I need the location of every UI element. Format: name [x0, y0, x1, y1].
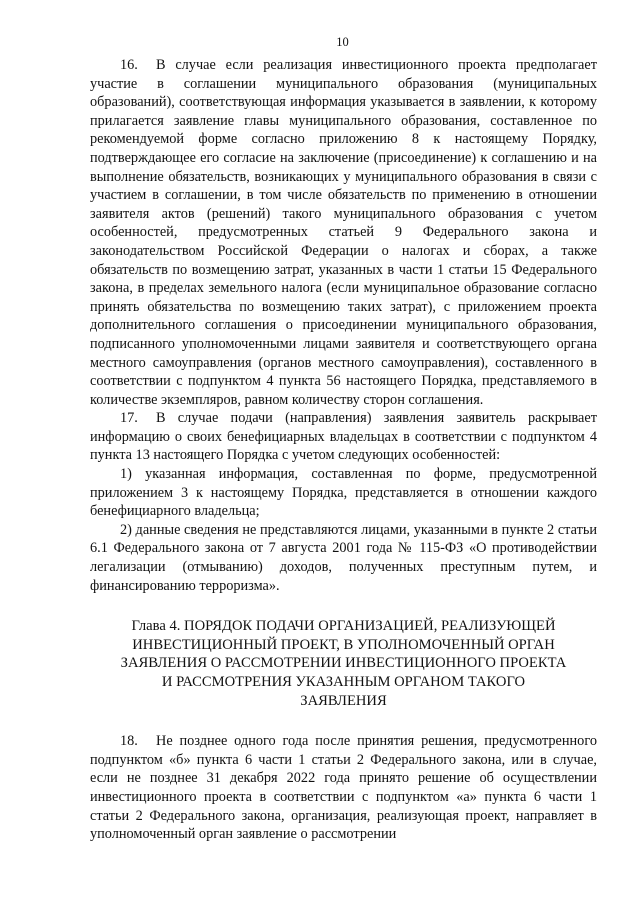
paragraph-16-text: В случае если реализация инвестиционного проекта предполагает участие в соглашении муниципального образования (муниципальных образований), соответствующая информация указывается в заявлении, к которому прилагается заявление главы муниципального образования, составленное по рекомендуемой форме согласно приложению 8 к настоящему Порядку, подтверждающее его согласие на заключение (присоединение) к соглашению и на выполнение обязательств, возникающих у муниципального образования в связи с участием в соглашении, в том числе обязательств по применению в отношении заявителя актов (решений) такого муниципального образования с учетом особенностей, предусмотренных статьей 9 Федерального закона и законодательством Российской Федерации о налогах и сборах, а также обязательств по возмещению затрат, указанных в части 1 статьи 15 Федерального закона, в пределах земельного налога (если муниципальное образование согласно принять обязательства по возмещению таких затрат), с приложением проекта дополнительного соглашения о присоединении муниципального образования, подписанного уполномоченными лицами заявителя и соответствующего органа местного самоуправления (органов местного самоуправления), составленного в соответствии с подпунктом 4 пункта 56 настоящего Порядка, представляемого в количестве экземпляров, равном количеству сторон соглашения.: [90, 57, 597, 408]
chapter-4-heading: [90, 617, 597, 710]
paragraph-18: [90, 732, 597, 844]
paragraph-17-item-1: 1) указанная информация, составленная по форме, предусмотренной приложением 3 к настоящему Порядка, представляется в отношении каждого бенефициарного владельца;: [90, 466, 597, 520]
paragraph-16: [90, 56, 597, 409]
document-page: [90, 34, 597, 844]
chapter-heading-line-2: ИНВЕСТИЦИОННЫЙ ПРОЕКТ, В УПОЛНОМОЧЕННЫЙ ОРГАН: [132, 636, 555, 653]
chapter-heading-line-4: И РАССМОТРЕНИЯ УКАЗАННЫМ ОРГАНОМ ТАКОГО: [161, 674, 526, 690]
paragraph-17-item-2: 2) данные сведения не представляются лицами, указанными в пункте 2 статьи 6.1 Федерального закона от 7 августа 2001 года № 115-ФЗ «О противодействии легализации (отмыванию) доходов, полученных преступным путем, и финансированию терроризма».: [90, 521, 597, 594]
page-number: 10: [336, 35, 349, 49]
chapter-heading-line-3: ЗАЯВЛЕНИЯ О РАССМОТРЕНИИ ИНВЕСТИЦИОННОГО ПРОЕКТА: [120, 655, 567, 672]
chapter-heading-line-5: ЗАЯВЛЕНИЯ: [300, 692, 387, 709]
paragraph-18-text: Не позднее одного года после принятия решения, предусмотренного подпунктом «б» пункта 6 части 1 статьи 2 Федерального закона, или в случае, если не позднее 31 декабря 2022 года принято решение об осуществлении инвестиционного проекта в соответствии с подпунктом «а» пункта 6 части 1 статьи 2 Федерального закона, организация, реализующая проект, направляет в уполномоченный орган заявление о рассмотрении: [90, 733, 597, 843]
paragraph-16-number: 16.: [120, 57, 138, 73]
paragraph-17-text: В случае подачи (направления) заявления заявитель раскрывает информацию о своих бенефициарных владельцах в соответствии с подпунктом 4 пункта 13 настоящего Порядка с учетом следующих особенностей:: [90, 410, 597, 464]
paragraph-17: [90, 409, 597, 465]
paragraph-17-number: 17.: [120, 410, 138, 427]
paragraph-18-number: 18.: [120, 733, 138, 750]
chapter-heading-line-1: Глава 4. ПОРЯДОК ПОДАЧИ ОРГАНИЗАЦИЕЙ, РЕАЛИЗУЮЩЕЙ: [131, 618, 556, 635]
